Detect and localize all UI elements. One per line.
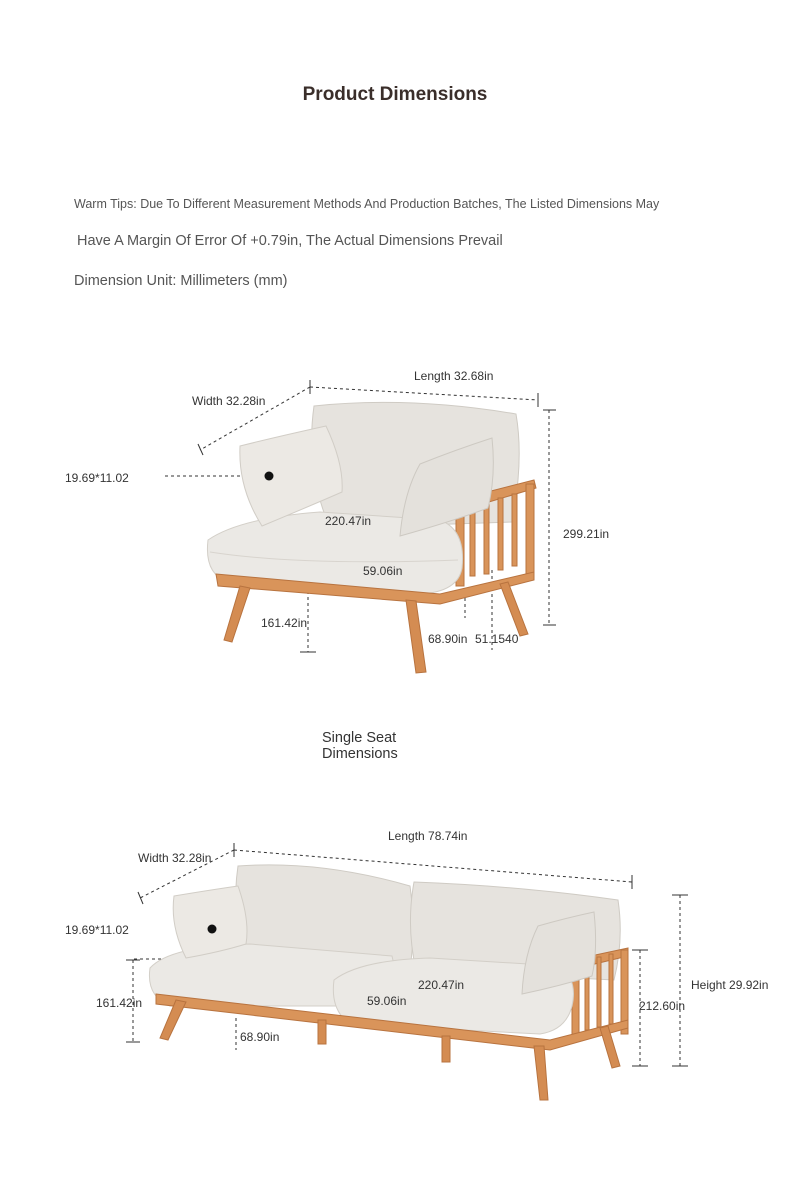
page-title: Product Dimensions (302, 84, 488, 105)
double-seat-depth-label: 220.47in (418, 978, 465, 992)
double-width-label: Width 32.28in (138, 851, 212, 865)
dimension-unit-text: Dimension Unit: Millimeters (mm) (74, 273, 288, 289)
single-pillow-label: 19.69*11.02 (65, 471, 129, 485)
single-leg-height-label: 68.90in (428, 632, 468, 646)
double-height-label: Height 29.92in (691, 978, 769, 992)
single-seat-caption-line-1: Single Seat (322, 730, 397, 746)
double-seat-thickness-label: 59.06in (367, 994, 407, 1008)
warm-tips-line-2: Have A Margin Of Error Of +0.79in, The Actual Dimensions Prevail (77, 233, 503, 249)
double-leg-height-label: 68.90in (240, 1030, 280, 1044)
single-seat-height-label: 161.42in (261, 616, 308, 630)
warm-tips-line-1: Warm Tips: Due To Different Measurement Methods And Production Batches, The Listed Dimensions May (74, 197, 660, 211)
single-seat-caption (322, 730, 442, 762)
double-arm-height-label: 212.60in (639, 999, 686, 1013)
single-seat-sofa-figure (0, 360, 790, 690)
single-arm-offset-label: 51.1540 (475, 632, 519, 646)
single-seat-depth-label: 220.47in (325, 514, 372, 528)
single-seat-thickness-label: 59.06in (363, 564, 403, 578)
double-pillow-label: 19.69*11.02 (65, 923, 129, 937)
double-seat-sofa-figure (0, 830, 790, 1120)
single-seat-caption-line-2: Dimensions (322, 746, 398, 762)
double-seat-height-label: 161.42in (96, 996, 143, 1010)
single-height-label: 299.21in (563, 527, 610, 541)
single-length-label: Length 32.68in (414, 369, 494, 383)
single-width-label: Width 32.28in (192, 394, 266, 408)
double-length-label: Length 78.74in (388, 829, 468, 843)
